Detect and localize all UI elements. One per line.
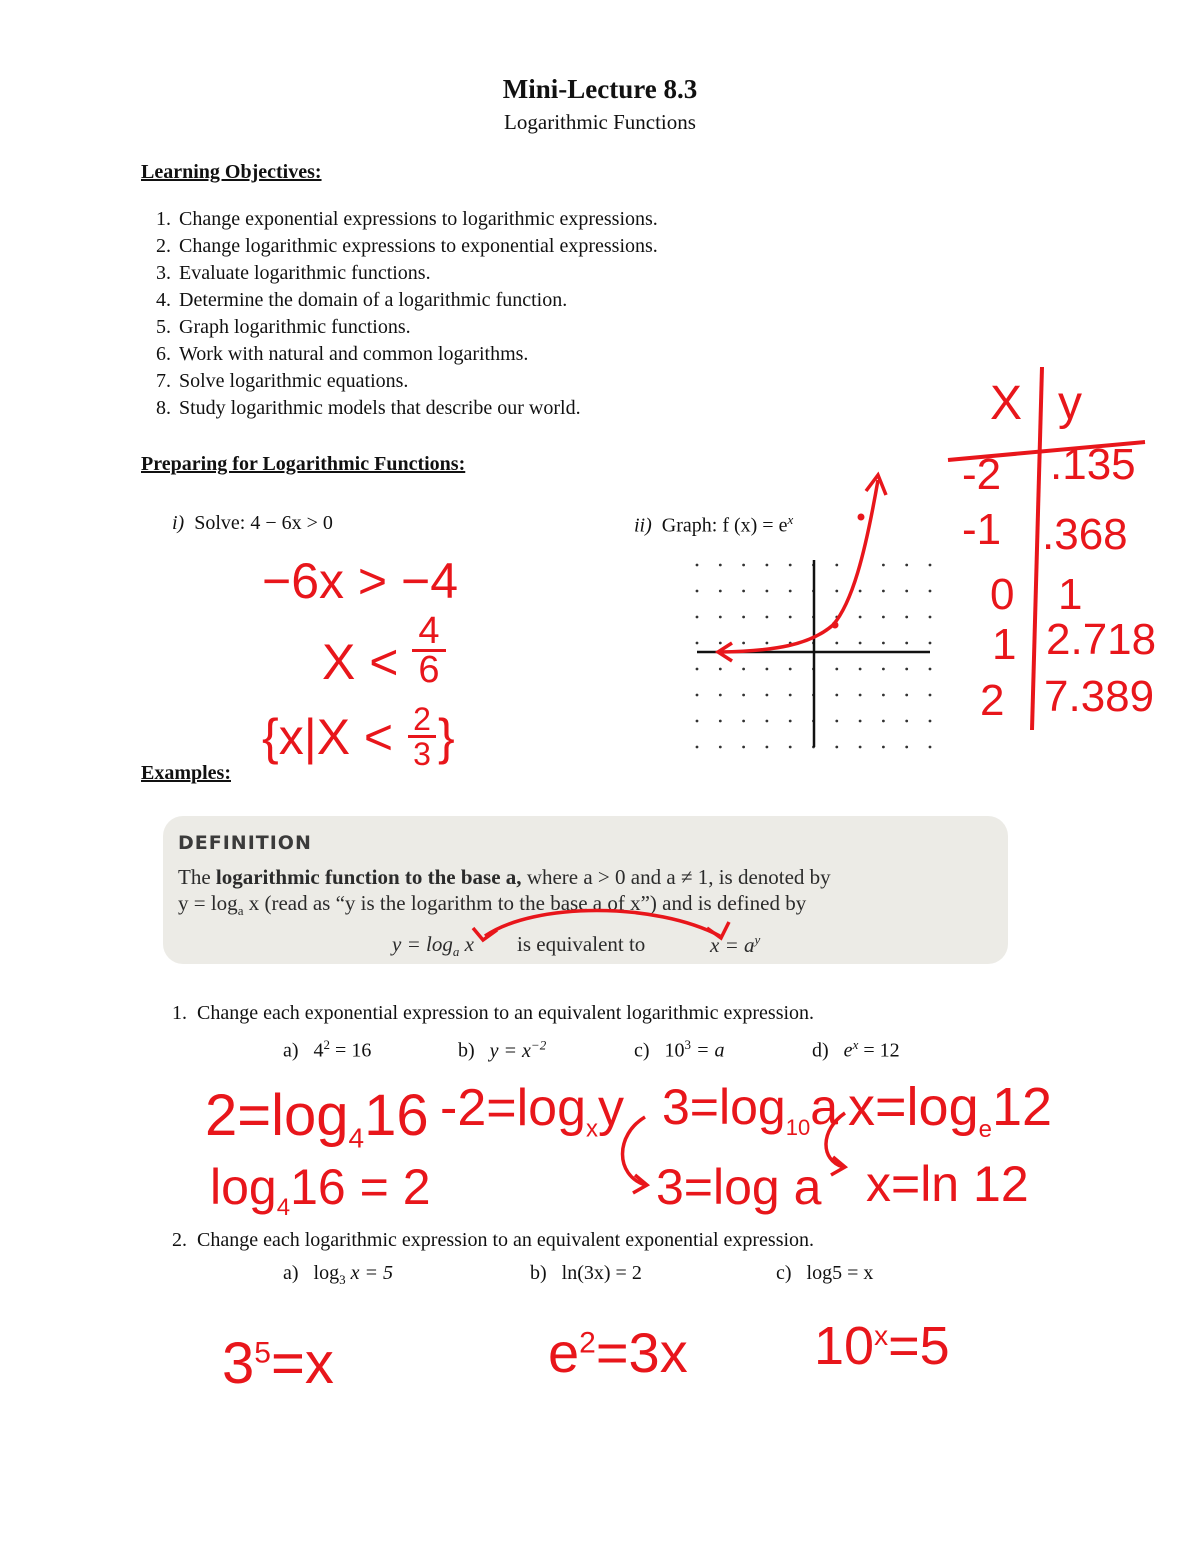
grid-dot [696, 564, 699, 567]
grid-dot [882, 694, 885, 697]
objectives-list [141, 206, 658, 422]
problem-1c: c) $10^3 = a$ [634, 1037, 725, 1062]
grid-dot [929, 746, 932, 749]
list-item: 8. Study logarithmic models that describe our world. [156, 397, 581, 419]
grid-dot [766, 642, 769, 645]
problem-ii: ii) Graph: f $(x) = e^x$ [634, 512, 794, 537]
definition-eq-mid: is equivalent to [517, 932, 646, 956]
definition-arrow [455, 900, 745, 950]
table-row: 2.718 [1046, 615, 1157, 664]
grid-dot [766, 564, 769, 567]
grid-dot [905, 720, 908, 723]
grid-dot [766, 590, 769, 593]
list-item: 4. Determine the domain of a logarithmic function. [156, 289, 568, 311]
problem-2c: c) log5 = x [776, 1262, 874, 1284]
hw-solve-line2: X < [322, 634, 399, 690]
grid-dot [859, 616, 862, 619]
grid-dot [742, 746, 745, 749]
grid-dot [766, 668, 769, 671]
grid-dot [929, 668, 932, 671]
grid-dot [835, 642, 838, 645]
grid-dot [859, 642, 862, 645]
hw-answer-1b: $-2=\log_xy$ [440, 1079, 624, 1143]
grid-dot [696, 746, 699, 749]
hw-answer-1d-alt: x=ln 12 [866, 1156, 1029, 1212]
problem-i: i) Solve: 4 − 6x > 0 [172, 512, 333, 534]
hw-fraction-4-6: 4 6 [412, 613, 446, 688]
objectives-heading: Learning Objectives: [141, 161, 322, 183]
grid-dot [905, 564, 908, 567]
table-header-y: y [1058, 377, 1082, 430]
grid-dot [742, 668, 745, 671]
grid-dot [696, 616, 699, 619]
grid-dot [719, 694, 722, 697]
grid-dot [719, 668, 722, 671]
grid-dot [719, 746, 722, 749]
hw-answer-1d: $x=\log_e12$ [848, 1077, 1053, 1143]
grid-dot [789, 564, 792, 567]
hw-solve-line3: {x|X < [262, 709, 394, 765]
grid-dot [742, 590, 745, 593]
grid-dot [696, 668, 699, 671]
grid-dot [882, 642, 885, 645]
grid-dot [905, 668, 908, 671]
preparing-heading: Preparing for Logarithmic Functions: [141, 453, 466, 475]
definition-line1: The logarithmic function to the base a, where a > 0 and a ≠ 1, is denoted by [178, 865, 831, 889]
grid-dot [719, 616, 722, 619]
grid-dot [929, 590, 932, 593]
hw-set-close: } [438, 709, 455, 765]
grid-dot [882, 746, 885, 749]
grid-dot [696, 642, 699, 645]
list-item: 6. Work with natural and common logarithms. [156, 343, 529, 365]
grid-dot [882, 720, 885, 723]
definition-eq-right: $x = a^y$ [710, 932, 761, 957]
grid-dot [696, 720, 699, 723]
grid-dot [835, 668, 838, 671]
grid-dot [859, 720, 862, 723]
grid-dot [835, 694, 838, 697]
grid-dot [859, 694, 862, 697]
grid-dot [859, 668, 862, 671]
hw-answer-2c: $10^x=5$ [814, 1316, 950, 1376]
grid-dot [835, 564, 838, 567]
exp-graph [680, 455, 940, 755]
point-2-e2 [858, 514, 865, 521]
table-row: 0 [990, 570, 1015, 619]
grid-dot [789, 616, 792, 619]
grid-dot [789, 668, 792, 671]
table-row: 7.389 [1044, 672, 1155, 721]
definition-eq-left: $y = \log_a x$ [392, 932, 474, 960]
table-header-x: X [990, 377, 1023, 430]
grid-dot [742, 720, 745, 723]
grid-dot [929, 564, 932, 567]
table-row: .135 [1050, 440, 1136, 489]
grid-dot [882, 590, 885, 593]
grid-dot [905, 616, 908, 619]
grid-dot [905, 590, 908, 593]
grid-dot [905, 694, 908, 697]
grid-dot [835, 720, 838, 723]
grid-dot [789, 590, 792, 593]
grid-dot [766, 720, 769, 723]
grid-dot [882, 564, 885, 567]
grid-dot [789, 720, 792, 723]
grid-dot [789, 746, 792, 749]
grid-dot [859, 746, 862, 749]
table-row: 2 [980, 676, 1005, 725]
list-item: 7. Solve logarithmic equations. [156, 370, 409, 392]
hw-answer-2b: $e^2=3x$ [548, 1321, 688, 1384]
grid-dot [766, 616, 769, 619]
list-item: 3. Evaluate logarithmic functions. [156, 262, 431, 284]
hw-answer-1c: $3=\log_{10}a$ [662, 1079, 839, 1140]
definition-line2: $y = \log_a x$ (read as “y is the logarithm to the base a of x”) and is defined by [178, 891, 807, 919]
grid-dot [859, 590, 862, 593]
grid-dot [742, 616, 745, 619]
list-item: 1. Change exponential expressions to logarithmic expressions. [156, 208, 658, 230]
grid-dot [742, 642, 745, 645]
grid-dot [835, 746, 838, 749]
hw-answer-2a: $3^5=x$ [222, 1331, 334, 1396]
hw-fraction-2-3: 2 3 [408, 703, 436, 770]
definition-title: DEFINITION [178, 832, 312, 854]
grid-dot [882, 668, 885, 671]
grid-dot [766, 746, 769, 749]
grid-dot [719, 720, 722, 723]
hw-answer-1a: $2=\log_416$ [205, 1083, 429, 1154]
table-row: -1 [962, 505, 1002, 554]
grid-dot [929, 642, 932, 645]
grid-dot [929, 616, 932, 619]
table-row: -2 [962, 450, 1002, 499]
table-row: 1 [992, 620, 1017, 669]
grid-dot [719, 564, 722, 567]
hw-answer-1c-alt: 3=log a [656, 1159, 822, 1215]
problem-1a: a) $4^2 = 16$ [283, 1037, 372, 1062]
grid-dot [719, 642, 722, 645]
grid-dot [766, 694, 769, 697]
grid-dot [719, 590, 722, 593]
problem-1d: d) $e^x = 12$ [812, 1037, 900, 1062]
hw-arrows-1 [605, 1105, 865, 1205]
grid-dot [742, 694, 745, 697]
problem-2a: a) $\log_3 x = 5$ [283, 1262, 393, 1287]
problem-1b: b) $y = x^{-2}$ [458, 1037, 547, 1062]
grid-dot [835, 590, 838, 593]
grid-dot [905, 746, 908, 749]
list-item: 5. Graph logarithmic functions. [156, 316, 411, 338]
grid-dot [789, 694, 792, 697]
point-1-e [832, 622, 839, 629]
hw-solve-line1: −6x > −4 [262, 553, 458, 609]
table-row: 1 [1058, 570, 1083, 619]
grid-dot [929, 720, 932, 723]
grid-dot [696, 590, 699, 593]
problem-1: 1. Change each exponential expression to an equivalent logarithmic expression. [172, 1002, 815, 1024]
grid-dot [929, 694, 932, 697]
grid-dot [905, 642, 908, 645]
list-item: 2. Change logarithmic expressions to exponential expressions. [156, 235, 658, 257]
problem-2: 2. Change each logarithmic expression to an equivalent exponential expression. [172, 1229, 815, 1251]
page-subtitle: Logarithmic Functions [504, 110, 696, 134]
page-title: Mini-Lecture 8.3 [502, 74, 698, 104]
grid-dot [882, 616, 885, 619]
problem-2b: b) ln(3x) = 2 [530, 1262, 642, 1284]
examples-heading: Examples: [141, 762, 231, 784]
hw-answer-1a-alt: $\log_416 = 2$ [210, 1159, 431, 1221]
table-row: .368 [1042, 510, 1128, 559]
grid-dot [696, 694, 699, 697]
grid-dot [742, 564, 745, 567]
